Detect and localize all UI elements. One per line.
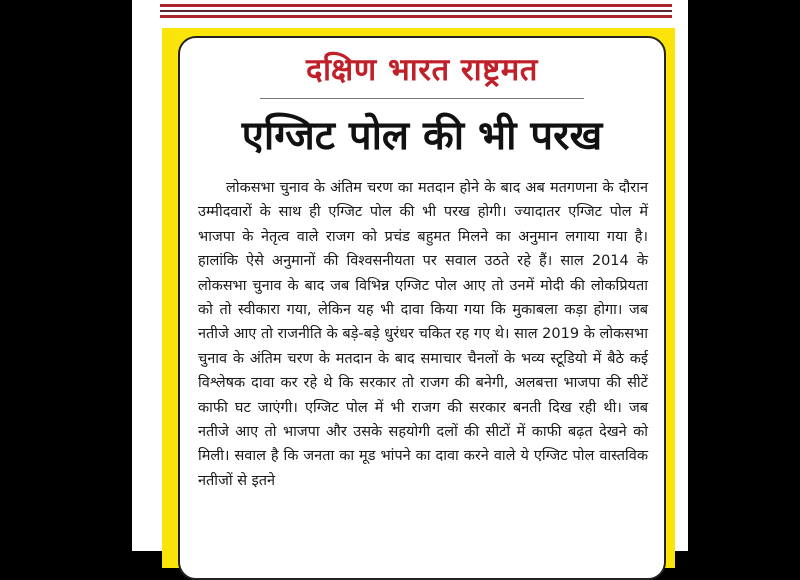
article-body: लोकसभा चुनाव के अंतिम चरण का मतदान होने के बाद अब मतगणना के दौरान उम्मीदवारों के साथ ही एग्जिट पोल की भी परख होगी। ज्यादातर एग्जिट पोल में भाजपा के नेतृत्व वाले राजग को प्रचंड बहुमत मिलने का अनुमान लगाया गया है। हालांकि ऐसे अनुमानों की विश्वसनीयता पर सवाल उठते रहे हैं। साल 2014 के लोकसभा चुनाव के बाद जब विभिन्न एग्जिट पोल आए तो उनमें मोदी की लोकप्रियता को तो स्वीकारा गया, लेकिन यह भी दावा किया गया कि मुकाबला कड़ा होगा। जब नतीजे आए तो राजनीति के बड़े-बड़े धुरंधर चकित रह गए थे। साल 2019 के लोकसभा चुनाव के अंतिम चरण के मतदान के बाद समाचार चैनलों के भव्य स्टूडियो में बैठे कई विश्लेषक दावा कर रहे थे कि सरकार तो राजग की बनेगी, अलबत्ता भाजपा की सीटें काफी घट जाएंगी। एग्जिट पोल में भी राजग की सरकार बनती दिख रही थी। जब नतीजे आए तो भाजपा और उसके सहयोगी दलों की सीटों में काफी बढ़त देखने को मिली। सवाल है कि जनता का मूड भांपने का दावा करने वाले ये एग्जिट पोल वास्तविक नतीजों से इतने	[198, 180, 648, 489]
divider	[260, 98, 584, 99]
divider	[160, 4, 672, 7]
newspaper-page	[132, 0, 688, 551]
masthead: दक्षिण भारत राष्ट्रमत	[306, 52, 538, 88]
header-rules	[160, 4, 672, 21]
divider	[160, 15, 672, 18]
divider	[160, 10, 672, 12]
headline: एग्जिट पोल की भी परख	[241, 113, 603, 159]
editorial-card	[178, 36, 666, 580]
